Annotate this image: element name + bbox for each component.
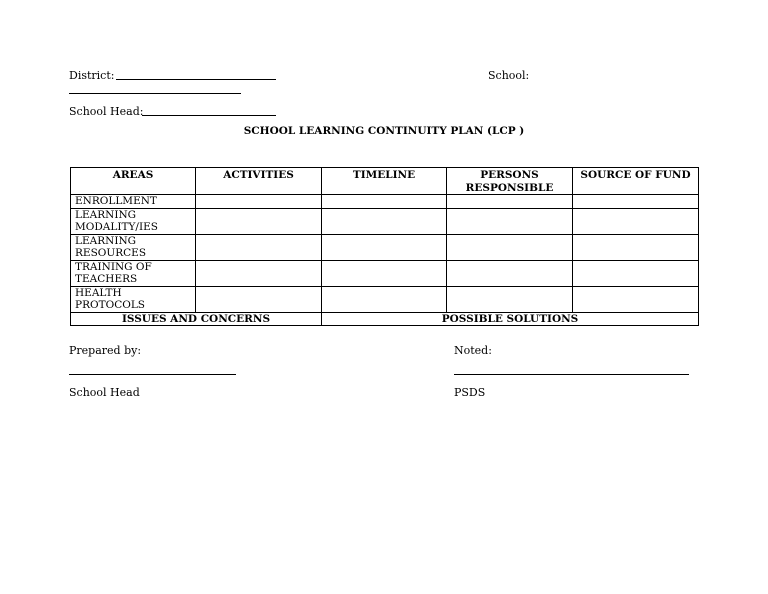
table-footer-row	[71, 312, 699, 326]
district-field-line[interactable]	[116, 79, 276, 80]
area-cell: TRAINING OF TEACHERS	[71, 260, 196, 286]
timeline-cell[interactable]	[322, 208, 447, 234]
table-row	[71, 286, 699, 312]
noted-role-label: PSDS	[454, 386, 486, 399]
prepared-role-label: School Head	[69, 386, 140, 399]
persons-responsible-cell[interactable]	[447, 208, 573, 234]
persons-responsible-cell[interactable]	[447, 260, 573, 286]
issues-and-concerns-header: ISSUES AND CONCERNS	[71, 312, 322, 326]
column-header-activities: ACTIVITIES	[196, 168, 322, 195]
timeline-cell[interactable]	[322, 234, 447, 260]
timeline-cell[interactable]	[322, 260, 447, 286]
timeline-cell[interactable]	[322, 286, 447, 312]
source-of-fund-cell[interactable]	[573, 208, 699, 234]
column-header-persons-responsible: PERSONS RESPONSIBLE	[447, 168, 573, 195]
district-label: District:	[69, 69, 115, 82]
activities-cell[interactable]	[196, 260, 322, 286]
school-head-label: School Head:	[69, 105, 144, 118]
source-of-fund-cell[interactable]	[573, 195, 699, 209]
table-row	[71, 208, 699, 234]
school-head-field-line[interactable]	[142, 115, 276, 116]
activities-cell[interactable]	[196, 208, 322, 234]
area-cell: ENROLLMENT	[71, 195, 196, 209]
table-header-row	[71, 168, 699, 195]
prepared-by-label: Prepared by:	[69, 344, 142, 357]
timeline-cell[interactable]	[322, 195, 447, 209]
possible-solutions-header: POSSIBLE SOLUTIONS	[322, 312, 699, 326]
noted-signature-line[interactable]	[454, 374, 689, 375]
area-cell: LEARNING RESOURCES	[71, 234, 196, 260]
lcp-table	[70, 167, 699, 326]
persons-responsible-cell[interactable]	[447, 286, 573, 312]
activities-cell[interactable]	[196, 195, 322, 209]
prepared-by-signature-line[interactable]	[69, 374, 236, 375]
persons-responsible-cell[interactable]	[447, 234, 573, 260]
school-label: School:	[488, 69, 530, 82]
table-row	[71, 260, 699, 286]
table-row	[71, 195, 699, 209]
column-header-areas: AREAS	[71, 168, 196, 195]
activities-cell[interactable]	[196, 234, 322, 260]
activities-cell[interactable]	[196, 286, 322, 312]
source-of-fund-cell[interactable]	[573, 234, 699, 260]
column-header-source-of-fund: SOURCE OF FUND	[573, 168, 699, 195]
table-row	[71, 234, 699, 260]
column-header-timeline: TIMELINE	[322, 168, 447, 195]
page-title: SCHOOL LEARNING CONTINUITY PLAN (LCP )	[243, 125, 525, 137]
persons-responsible-cell[interactable]	[447, 195, 573, 209]
noted-label: Noted:	[454, 344, 492, 357]
school-field-line[interactable]	[69, 93, 241, 94]
area-cell: HEALTH PROTOCOLS	[71, 286, 196, 312]
source-of-fund-cell[interactable]	[573, 260, 699, 286]
source-of-fund-cell[interactable]	[573, 286, 699, 312]
area-cell: LEARNING MODALITY/IES	[71, 208, 196, 234]
